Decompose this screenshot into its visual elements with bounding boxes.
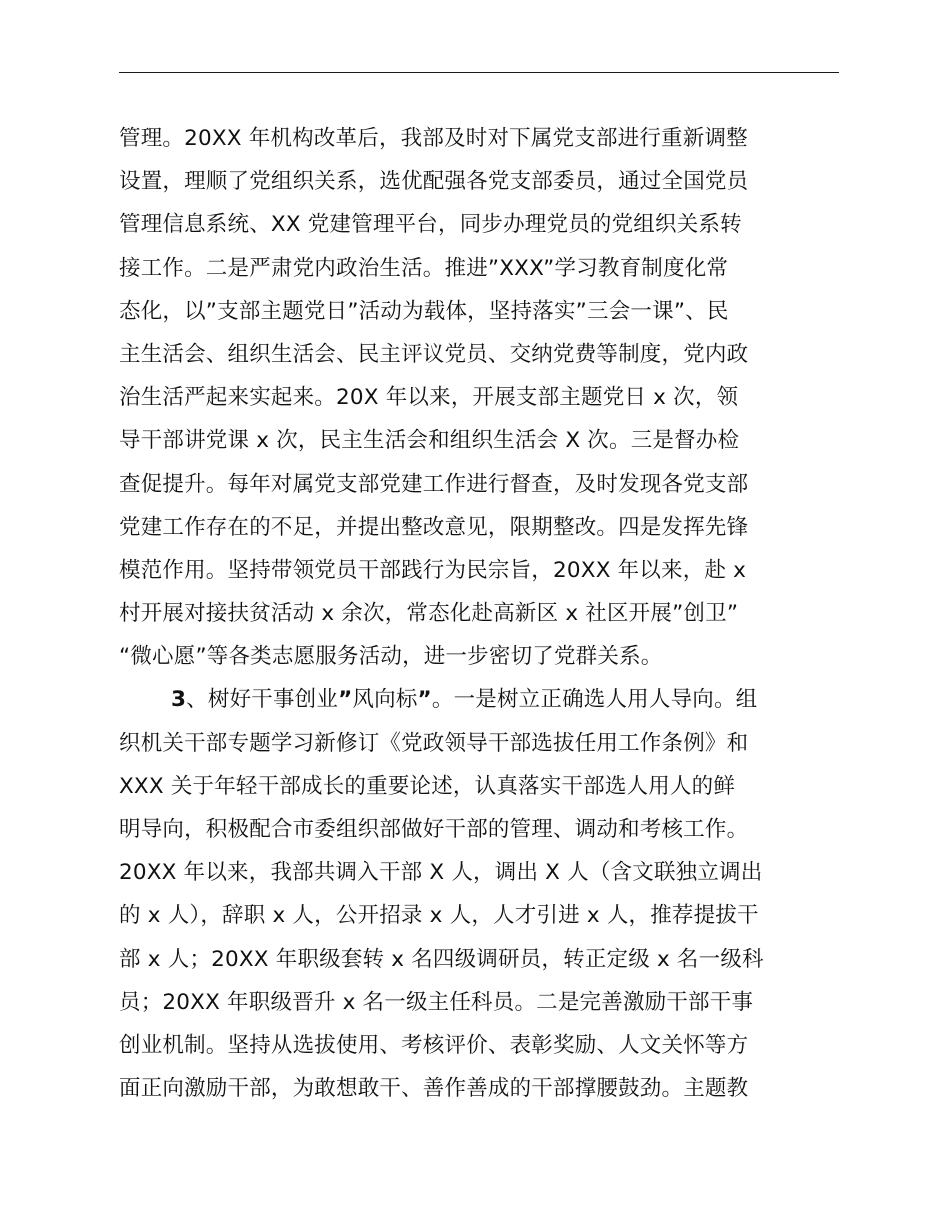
text-line: 20XX 年以来，我部共调入干部 X 人，调出 X 人（含文联独立调出 <box>119 860 763 886</box>
text-line: 模范作用。坚持带领党员干部践行为民宗旨，20XX 年以来，赴 x <box>119 557 747 583</box>
section-3-heading-line <box>119 678 849 721</box>
section-keyword: 风向标 <box>352 687 418 713</box>
document-body <box>119 117 849 1110</box>
section-number: 3 <box>171 687 187 713</box>
text-line: 员；20XX 年职级晋升 x 名一级主任科员。二是完善激励干部干事 <box>119 989 754 1015</box>
text-line: 管理。20XX 年机构改革后，我部及时对下属党支部进行重新调整 <box>119 126 748 151</box>
header-rule <box>119 72 839 73</box>
text-line: 管理信息系统、XX 党建管理平台，同步办理党员的党组织关系转 <box>119 212 742 238</box>
quote-open: ” <box>338 687 353 713</box>
text-line: 导干部讲党课 x 次，民主生活会和组织生活会 X 次。三是督办检 <box>119 428 740 454</box>
text-line: 创业机制。坚持从选拔使用、考核评价、表彰奖励、人文关怀等方 <box>119 1032 749 1058</box>
text-line: 接工作。二是严肃党内政治生活。推进”XXX”学习教育制度化常 <box>119 255 729 281</box>
text-line: 主生活会、组织生活会、民主评议党员、交纳党费等制度，党内政 <box>119 341 749 367</box>
text-line: 治生活严起来实起来。20X 年以来，开展支部主题党日 x 次，领 <box>119 385 739 411</box>
text-line: 党建工作存在的不足，并提出整改意见，限期整改。四是发挥先锋 <box>119 514 749 540</box>
quote-close: ” <box>417 687 432 713</box>
section-title: 、树好干事创业 <box>186 687 339 713</box>
text-line: 村开展对接扶贫活动 x 余次，常态化赴高新区 x 社区开展”创卫” <box>119 601 739 627</box>
text-line: 面正向激励干部，为敢想敢干、善作善成的干部撑腰鼓劲。主题教 <box>119 1076 749 1102</box>
text-line: 明导向，积极配合市委组织部做好干部的管理、调动和考核工作。 <box>119 817 749 842</box>
text-line: 织机关干部专题学习新修订《党政领导干部选拔任用工作条例》和 <box>119 730 749 756</box>
text-line: 设置，理顺了党组织关系，选优配强各党支部委员，通过全国党员 <box>119 169 749 195</box>
text-line: 查促提升。每年对属党支部党建工作进行督查，及时发现各党支部 <box>119 471 749 497</box>
text-line: 的 x 人），辞职 x 人，公开招录 x 人，人才引进 x 人，推荐提拔干 <box>119 903 759 929</box>
text-line: 态化，以”支部主题党日”活动为载体，坚持落实”三会一课”、民 <box>119 298 729 324</box>
section-text: 。一是树立正确选人用人导向。组 <box>431 687 758 713</box>
text-line: XXX 关于年轻干部成长的重要论述，认真落实干部选人用人的鲜 <box>119 773 736 799</box>
text-line: 部 x 人；20XX 年职级套转 x 名四级调研员，转正定级 x 名一级科 <box>119 946 764 972</box>
text-line: “微心愿”等各类志愿服务活动，进一步密切了党群关系。 <box>119 644 663 670</box>
